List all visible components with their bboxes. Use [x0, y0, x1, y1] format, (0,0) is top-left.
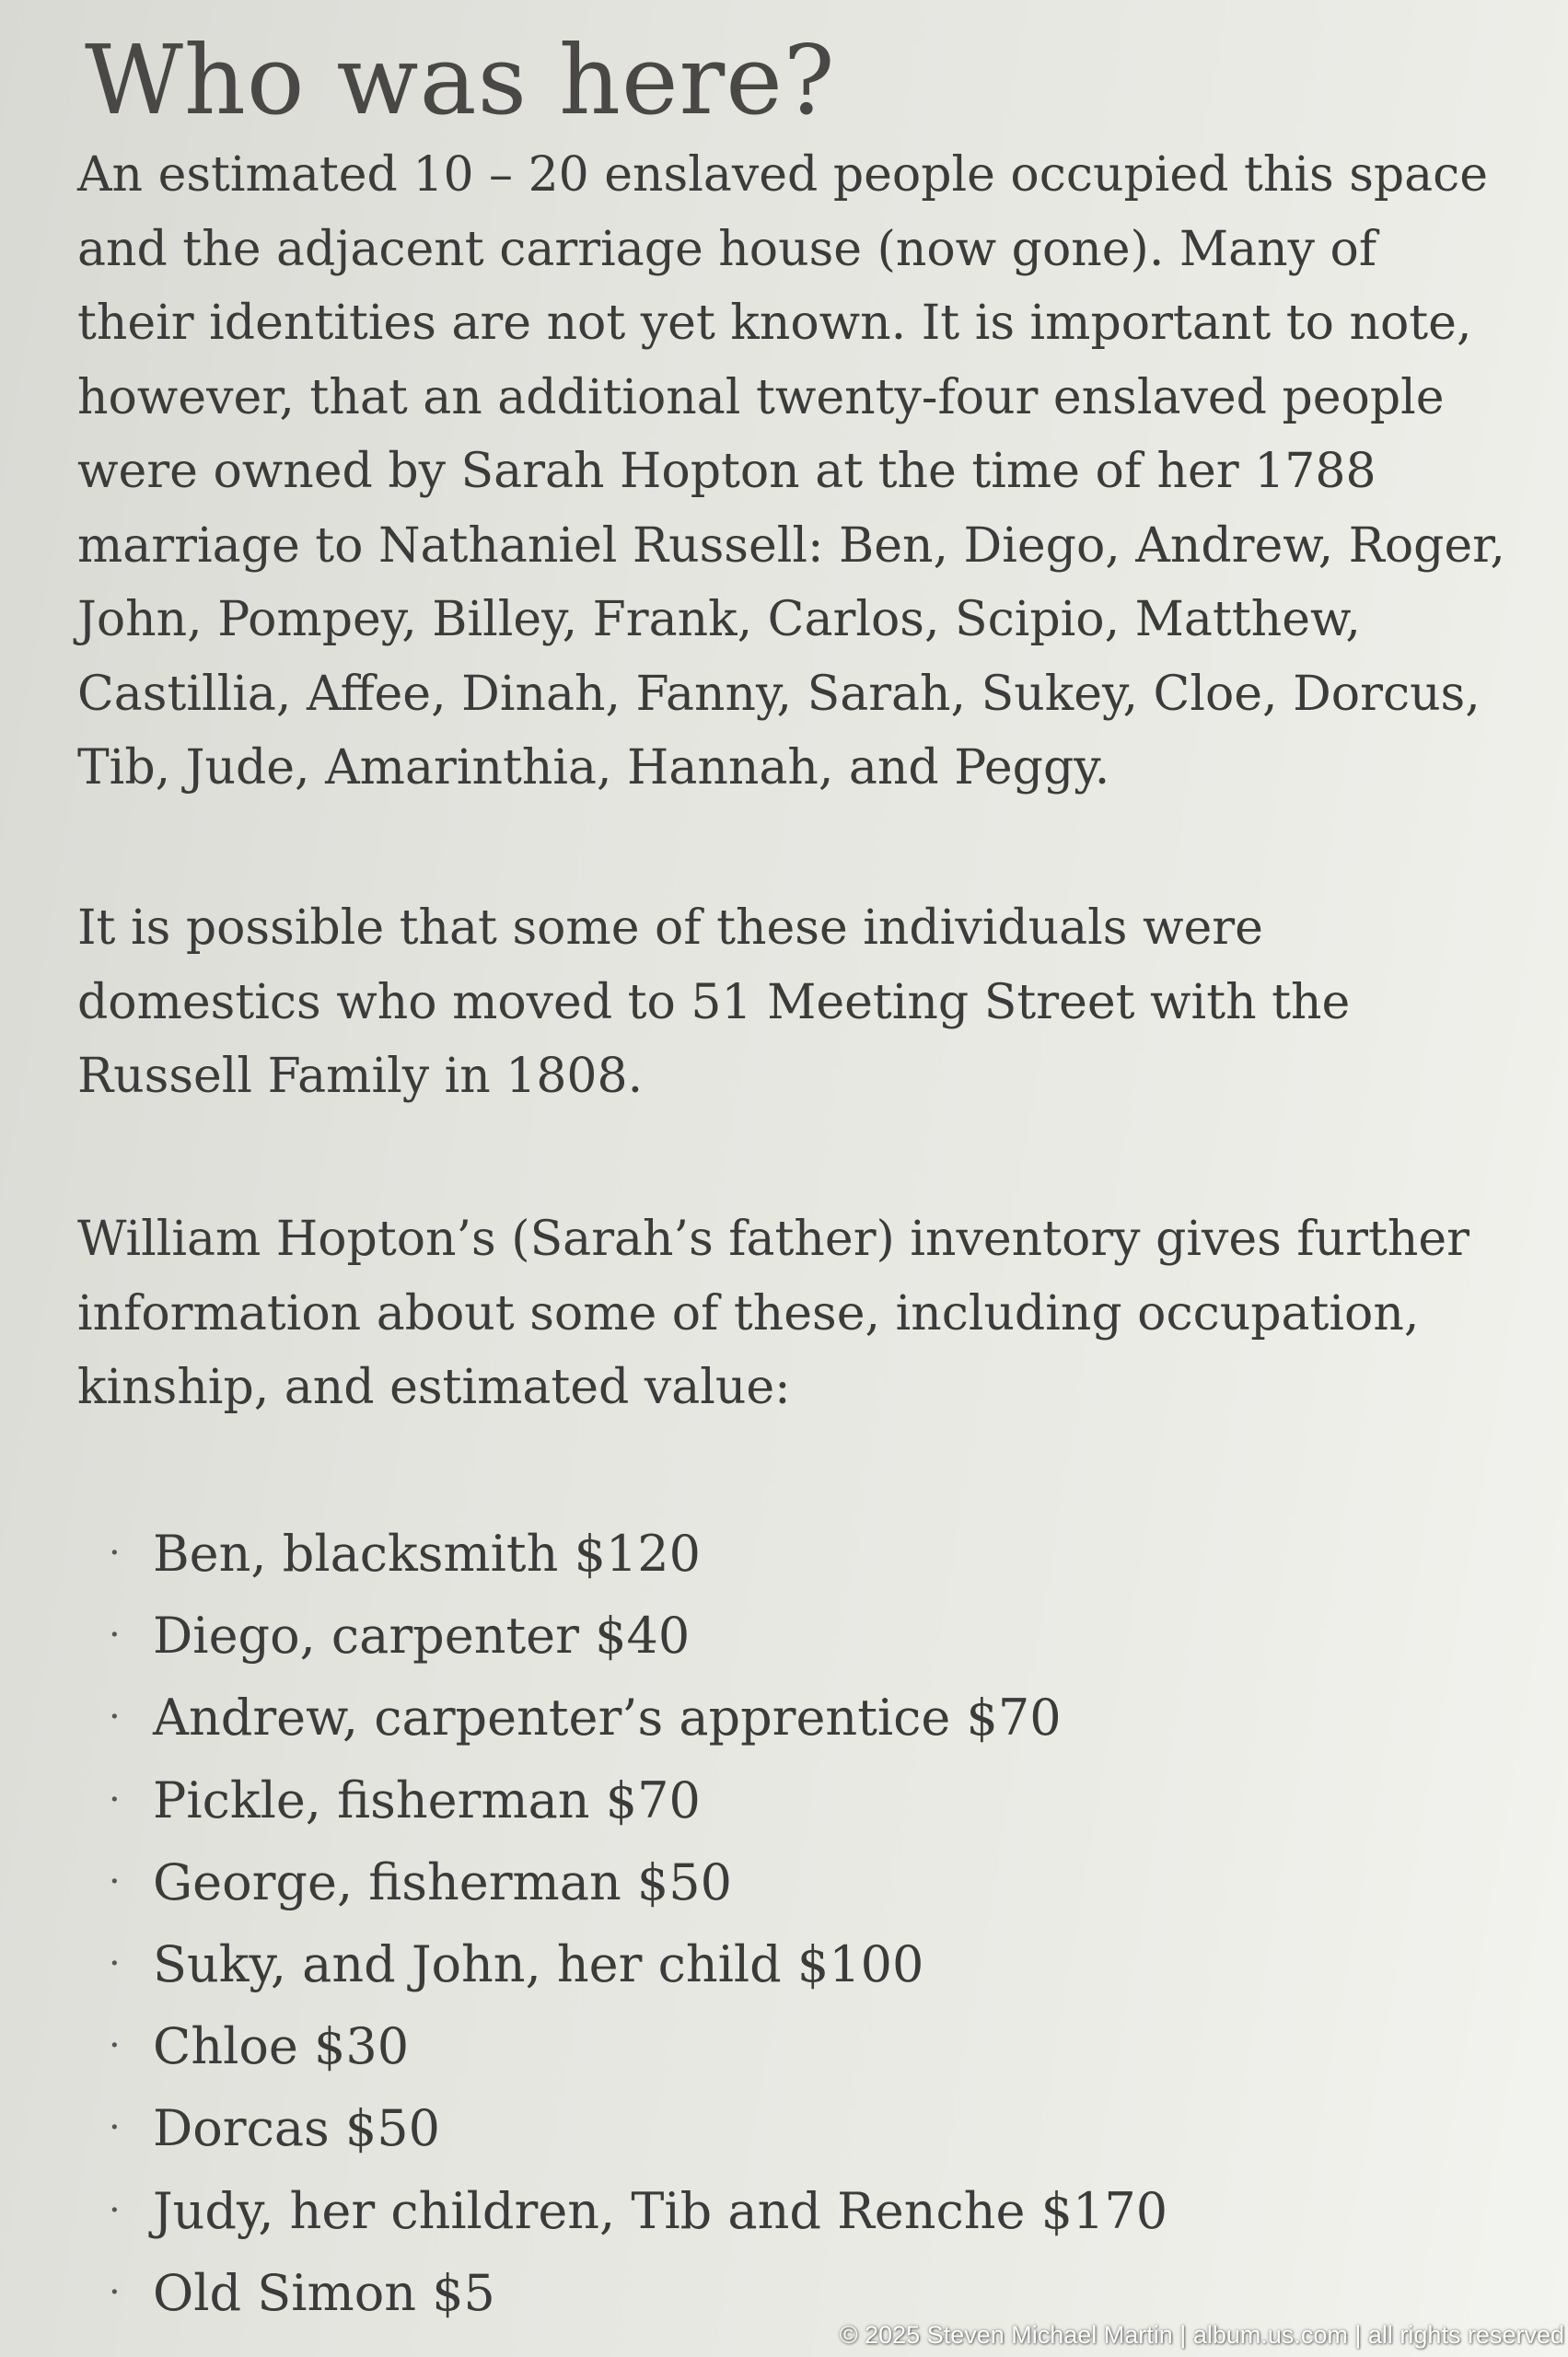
bullet-icon: ·: [109, 2189, 121, 2232]
list-item-text: Pickle, fisherman $70: [153, 1771, 701, 1829]
list-item: [109, 1759, 1167, 1841]
paragraph-line: William Hopton’s (Sarah’s father) inventory gives further: [77, 1212, 1469, 1267]
paragraph-line: It is possible that some of these individuals were: [77, 900, 1263, 956]
placard-title: Who was here?: [85, 24, 836, 136]
paragraph-line: marriage to Nathaniel Russell: Ben, Diego, Andrew, Roger,: [77, 517, 1505, 574]
bullet-icon: ·: [109, 1532, 121, 1574]
bullet-icon: ·: [109, 1943, 121, 1986]
paragraph-line: John, Pompey, Billey, Frank, Carlos, Scipio, Matthew,: [77, 592, 1361, 647]
list-item-text: Dorcas $50: [153, 2099, 441, 2158]
list-item-text: Old Simon $5: [153, 2263, 495, 2322]
list-item-text: Chloe $30: [153, 2017, 410, 2076]
paragraph-line: Castillia, Affee, Dinah, Fanny, Sarah, Sukey, Cloe, Dorcus,: [77, 666, 1481, 722]
list-item: [109, 1513, 1167, 1595]
bullet-icon: ·: [109, 2270, 121, 2314]
list-item: [109, 2170, 1167, 2252]
bullet-icon: ·: [109, 2107, 121, 2150]
list-item: [109, 1923, 1167, 2005]
inventory-intro-paragraph: [77, 1202, 1551, 1425]
paragraph-line: information about some of these, including occupation,: [77, 1285, 1420, 1341]
list-item: [109, 1841, 1167, 1923]
intro-paragraph: [77, 138, 1551, 806]
list-item: [109, 2087, 1167, 2169]
list-item-text: Judy, her children, Tib and Renche $170: [153, 2181, 1168, 2240]
list-item: [109, 2005, 1167, 2087]
paragraph-line: and the adjacent carriage house (now gone). Many of: [77, 221, 1377, 277]
paragraph-line: domestics who moved to 51 Meeting Street with the: [77, 974, 1351, 1030]
list-item: [109, 1595, 1167, 1677]
paragraph-line: their identities are not yet known. It is important to note,: [77, 296, 1472, 351]
list-item-text: Diego, carpenter $40: [153, 1607, 691, 1666]
list-item: [109, 1677, 1167, 1759]
paragraph-line: were owned by Sarah Hopton at the time of her 1788: [77, 444, 1376, 499]
bullet-icon: ·: [109, 1860, 121, 1903]
paragraph-line: Russell Family in 1808.: [77, 1049, 644, 1104]
bullet-icon: ·: [109, 1614, 121, 1657]
paragraph-line: however, that an additional twenty-four enslaved people: [77, 369, 1445, 425]
list-item-text: Ben, blacksmith $120: [153, 1525, 702, 1583]
list-item-text: Andrew, carpenter’s apprentice $70: [153, 1689, 1062, 1747]
copyright-watermark: © 2025 Steven Michael Martin | album.us.com | all rights reserved: [839, 2321, 1564, 2349]
list-item-text: Suky, and John, her child $100: [153, 1935, 924, 1994]
paragraph-line: Tib, Jude, Amarinthia, Hannah, and Peggy.: [77, 740, 1110, 795]
bullet-icon: ·: [109, 2025, 121, 2068]
list-item-text: George, fisherman $50: [153, 1852, 732, 1911]
bullet-icon: ·: [109, 1778, 121, 1821]
domestics-paragraph: [77, 891, 1551, 1114]
paragraph-line: kinship, and estimated value:: [77, 1360, 791, 1415]
paragraph-line: An estimated 10 – 20 enslaved people occupied this space: [77, 147, 1489, 203]
bullet-icon: ·: [109, 1696, 121, 1739]
inventory-list: [109, 1513, 1167, 2334]
